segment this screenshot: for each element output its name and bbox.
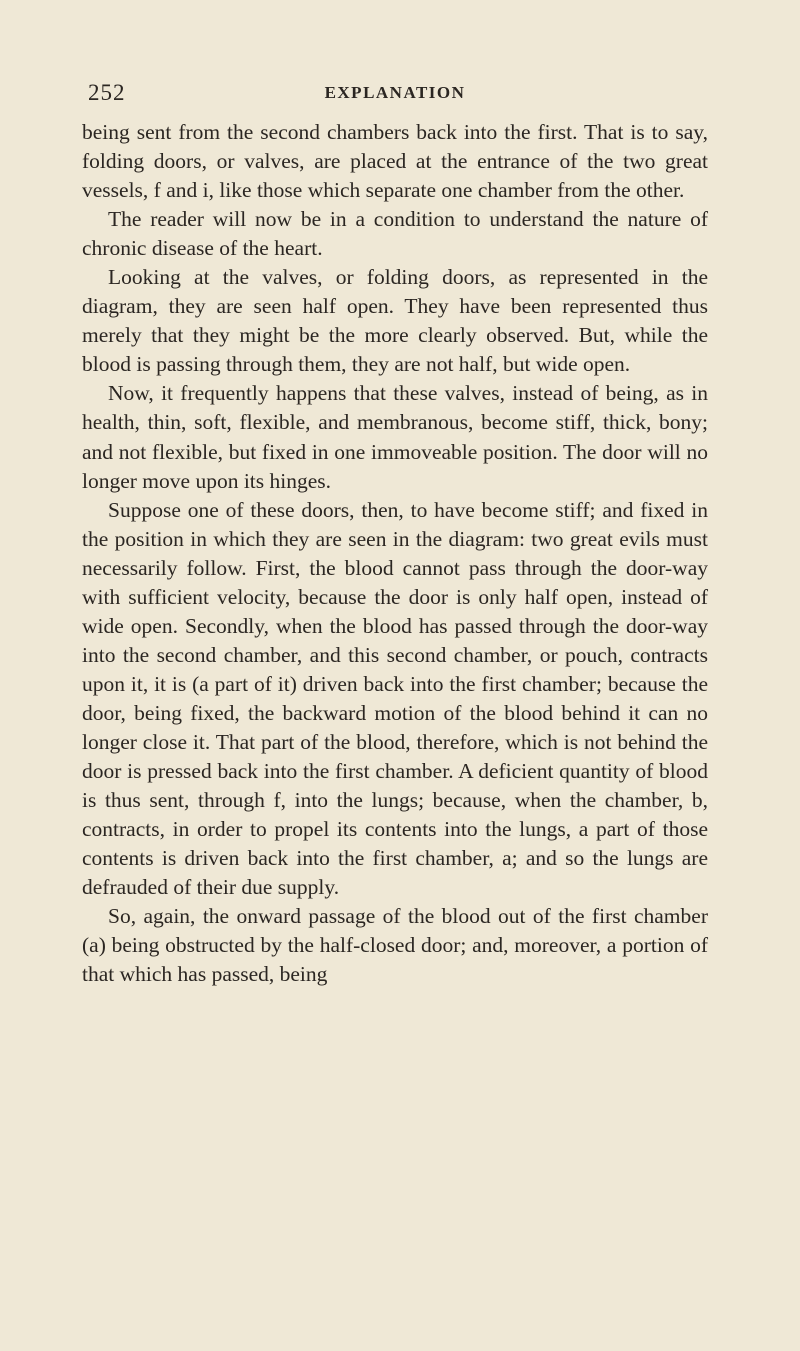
paragraph-continuation: being sent from the second chambers back into the first. That is to say, folding doors, or valves, are placed at the entrance of the two great vessels, f and i, like those which separate one chamber from the other. — [82, 120, 708, 203]
paragraph: Suppose one of these doors, then, to have become stiff; and fixed in the position in which they are seen in the diagram: two great evils must necessarily follow. First, the blood cannot pass through the door-way with sufficient velocity, because the door is only half open, instead of wide open. Secondly, when the blood has passed through the door-way into the second chamber, and this second chamber, or pouch, contracts upon it, it is (a part of it) driven back into the first chamber; because the door, being fixed, the backward motion of the blood behind it can no longer close it. That part of the blood, therefore, which is not behind the door is pressed back into the first chamber. A deficient quantity of blood is thus sent, through f, into the lungs; because, when the chamber, b, contracts, in order to propel its contents into the lungs, a part of those contents is driven back into the first chamber, a; and so the lungs are defrauded of their due supply. — [82, 497, 708, 900]
paragraph: Looking at the valves, or folding doors, as represented in the diagram, they are seen half open. They have been represented thus merely that they might be the more clearly observed. But, while the blood is passing through them, they are not half, but wide open. — [82, 265, 708, 377]
running-head: EXPLANATION — [324, 83, 466, 102]
paragraph: Now, it frequently happens that these valves, instead of being, as in health, thin, soft, flexible, and membranous, become stiff, thick, bony; and not flexible, but fixed in one immoveable position. The door will no longer move upon its hinges. — [82, 381, 708, 493]
body-text — [82, 118, 708, 989]
paragraph: So, again, the onward passage of the blood out of the first chamber (a) being obstructed by the half-closed door; and, moreover, a portion of that which has passed, being — [82, 904, 708, 987]
page-header — [80, 80, 710, 120]
page-number: 252 — [88, 80, 126, 105]
paragraph: The reader will now be in a condition to understand the nature of chronic disease of the heart. — [82, 207, 708, 261]
